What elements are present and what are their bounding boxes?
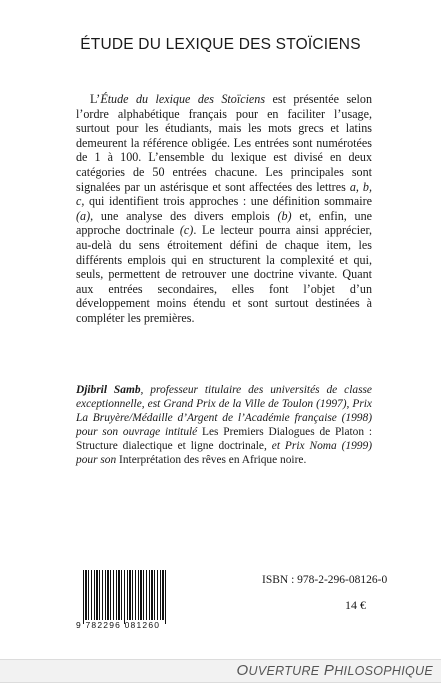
collection-initial-2: P — [323, 662, 335, 679]
barcode-guard-middle — [124, 570, 126, 624]
collection-name — [237, 660, 433, 682]
bio-work-2: Interprétation des rêves en Afrique noire. — [119, 453, 307, 466]
collection-initial-1: O — [236, 662, 249, 679]
bio-text-1: , professeur titulaire des universités de classe exceptionnelle, est Grand Prix de la Ville de Toulon (1997), Prix La Bruyère/Médaille d’Argent de l’Académie française (1998) pour son ouvrage intitulé — [76, 384, 372, 438]
isbn-barcode — [76, 570, 168, 630]
barcode-guard-right — [165, 570, 167, 624]
collection-word-2: HILOSOPHIQUE — [334, 664, 433, 678]
book-description — [76, 92, 372, 326]
isbn-text: ISBN : 978-2-296-08126-0 — [262, 574, 388, 586]
desc-ref-c: (c) — [179, 223, 194, 238]
desc-ref-a: (a) — [76, 208, 91, 223]
author-bio — [76, 384, 372, 467]
desc-text-4: , une analyse des divers emplois — [90, 208, 278, 223]
desc-text-5: et, enfin, une approche doctrinale — [76, 208, 372, 238]
desc-text-2: est présentée selon l’ordre alphabétique français pour en faciliter l’usage, surtout pour les étudiants, mais les mots grecs et latins demeurent la référence obligée. Les entrées sont numérotées de 1 à 100. L’ensemble du lexique est divisé en deux catégories de 50 entrées chacune. Les principales sont signalées par un astérisque et sont affectées des lettres — [76, 92, 372, 194]
bio-text-2: , et Prix Noma (1999) pour son — [76, 439, 372, 466]
barcode-number: 9 782296 081260 — [76, 620, 161, 630]
desc-letters: a, b, c, — [76, 179, 373, 209]
desc-book-title: Étude du lexique des Stoïciens — [100, 92, 266, 106]
author-name: Djibril Samb — [76, 384, 141, 396]
bio-work-1: Les Premiers Dialogues de Platon : Structure dialectique et ligne doctrinale — [76, 425, 373, 452]
desc-text-1: L’ — [90, 92, 101, 106]
collection-banner — [0, 659, 441, 683]
desc-ref-b: (b) — [277, 208, 292, 223]
price: 14 € — [345, 598, 366, 612]
desc-text-6: . Le lecteur pourra ainsi apprécier, au-delà du sens étroitement défini de chaque item, les différents emplois qui en structurent la complexité et qui, seuls, permettent de retrouver une doctrine vivante. Quant aux entrées secondaires, elles font l’objet d’un développement moins étendu et sont surtout destinées à compléter les premières. — [76, 223, 373, 325]
desc-text-3: qui identifient trois approches : une définition sommaire — [84, 194, 372, 209]
book-title: ÉTUDE DU LEXIQUE DES STOÏCIENS — [80, 36, 361, 53]
collection-word-1: UVERTURE — [248, 664, 320, 678]
barcode-guard-left — [83, 570, 85, 624]
